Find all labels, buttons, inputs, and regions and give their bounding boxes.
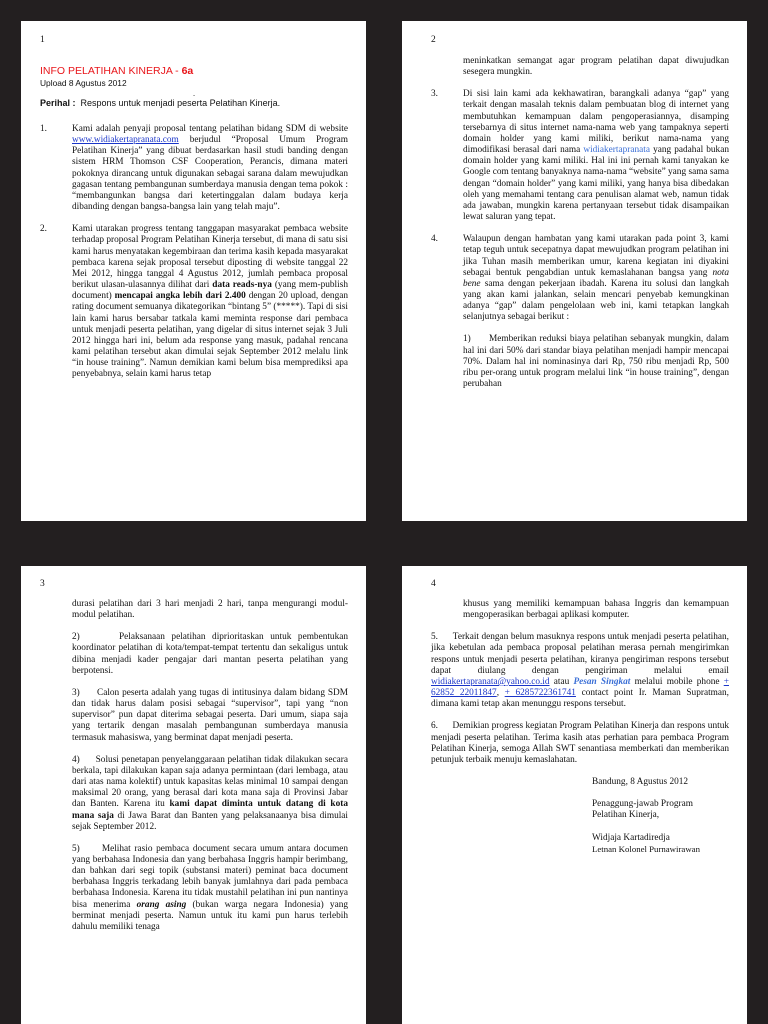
document-title: INFO PELATIHAN KINERJA - 6a	[40, 65, 194, 77]
document-page-4	[402, 566, 747, 1024]
phone-link-1[interactable]: + 62852 22011847	[431, 676, 729, 699]
page-number: 1	[40, 35, 45, 45]
sub-item-4: 4) Solusi penetapan penyelanggaraan pelatihan tidak dilakukan secara berkala, tapi dilakukan kapan saja adanya permintaan (dari lembaga, atau dari atas nama kolektif) untuk kapasitas kelas minimal 10 sampai dengan maksimal 20 orang, yang berasal dari kota mana saja di Provinsi Jabar dan Banten. Karena itu kami dapat diminta untuk datang di kota mana saja di Jawa Barat dan Banten yang pelaksanaanya bisa dimulai sejak September 2012.	[72, 754, 349, 832]
continuation-text: meninkatkan semangat agar program pelatihan dapat diwujudkan sesegera mungkin.	[463, 56, 729, 78]
list-item-1: 1. Kami adalah penyaji proposal tentang pelatihan bidang SDM di website www.widiakertapranata.com berjudul “Proposal Umum Program Pelatihan Kinerja” yang dibuat berdasarkan hasil studi banding dengan sistem HRM Thomson CSF Cooperation, Perancis, dimana materi pokoknya dirancang untuk digunakan sebagai sarana dalam mewujudkan gagasan tentang pembangunan sumberdaya manusia dengan tema pokok : “membangunkan bangsa dari ketertinggalan dalam budaya kerja dibanding dengan bangsa-bangsa lain yang telah maju”.	[40, 124, 348, 213]
document-page-1	[21, 21, 366, 521]
continuation-text: khusus yang memiliki kemampuan bahasa Inggris dan kemampuan mengoperasikan berbagai aplikasi komputer.	[463, 599, 729, 621]
document-page-2	[402, 21, 747, 521]
upload-date: Upload 8 Agustus 2012	[40, 78, 127, 88]
sub-item-2: 2) Pelaksanaan pelatihan diprioritaskan untuk pembentukan koordinator pelatihan di kota/tempat-tempat tertentu dan sekaligus untuk dibina menjadi kader pengajar dari mantan peserta pelatihan yang berpotensi.	[72, 632, 349, 676]
email-link[interactable]: widiakertapranata@yahoo.co.id	[431, 676, 550, 687]
continuation-text: durasi pelatihan dari 3 hari menjadi 2 hari, tanpa mengurangi modul-modul pelatihan.	[72, 599, 348, 621]
signer-role: Penaggung-jawab Program Pelatihan Kinerja,	[592, 799, 693, 821]
sub-item-1: 1) Memberikan reduksi biaya pelatihan sebanyak mungkin, dalam hal ini dari 50% dari standar biaya pelatihan menjadi hampir mencapai 70%. Dalam hal ini nominasinya dari Rp, 750 ribu menjadi Rp, 500 ribu per-orang untuk program melalui link “in house training”, dengan perubahan	[463, 334, 729, 390]
dot-mark: .	[192, 88, 196, 98]
list-item-5: 5. Terkait dengan belum masuknya respons untuk menjadi peserta pelatihan, jika kebetulan ada pembaca proposal pelatihan merasa pernah mengirimkan respons untuk menjadi peserta pelatihan, kiranya pengiriman respons tersebut dapat diulang dengan pengiriman melalui email widiakertapranata@yahoo.co.id atau Pesan Singkat melalui mobile phone + 62852 22011847, + 6285722361741 contact point Ir. Maman Supratman, dimana kami tetap akan menunggu respons tersebut.	[431, 632, 729, 710]
perihal-line: Perihal : Respons untuk menjadi peserta Pelatihan Kinerja.	[40, 98, 281, 108]
signer-rank: Letnan Kolonel Purnawirawan	[592, 843, 700, 854]
page-number: 4	[431, 579, 436, 589]
page-number: 3	[40, 579, 45, 589]
pesan-singkat-label: Pesan Singkat	[573, 676, 631, 687]
list-item-4: 4. Walaupun dengan hambatan yang kami utarakan pada point 3, kami tetap teguh untuk secepatnya dapat mewujudkan program pelatihan ini jika Tuhan masih memberikan umur, karena kegiatan ini diyakini sebagai bentuk pengabdian untuk kemaslahanan bangsa yang nota bene sama dengan pekerjaan ibadah. Karena itu solusi dan langkah yang akan kami jalankan, selain mencari penyebab kemungkinan adanya “gap” dalam pengelolaan web ini, kami tetapkan langkah selanjutnya sebagai berikut :	[431, 234, 729, 323]
sub-item-3: 3) Calon peserta adalah yang tugas di intitusinya dalam bidang SDM dan tidak harus dalam posisi sebagai “supervisor”, tapi yang “non supervisor” pun dapat diterima sebagai peserta. Dari umum, siapa saja yang tertarik dengan masalah pembangunan sumberdaya manusia termasuk mahasiswa, yang berminat dapat menjadi peserta.	[72, 687, 348, 743]
signature-block	[431, 777, 729, 855]
document-page-3	[21, 566, 366, 1024]
place-date: Bandung, 8 Agustus 2012	[592, 777, 689, 788]
list-item-3: 3. Di sisi lain kami ada kekhawatiran, barangkali adanya “gap” yang terkait dengan masalah teknis dalam pembuatan blog di internet yang membutuhkan kemampuan dalam pengoperasiannya, disamping tersebarnya di situs internet nama-nama web yang tampaknya seperti domain holder yang kami miliki, berikut nama-nama yang dimodifikasi berasal dari nama widiakertapranata yang padahal bukan domain holder yang kami miliki. Hal ini ini pernah kami tanyakan ke Google com tentang banyaknya nama-nama “website” yang sama sama dengan “domain holder” yang kami miliki, yang hanya bisa dibedakan oleh yang memahami tentang cara penulisan alamat web, namun tidak ada jawaban, mungkin karena pertanyaan tersebut tidak disampaikan lewat saluran yang tepat.	[431, 89, 729, 223]
website-link[interactable]: www.widiakertapranata.com	[72, 135, 179, 146]
list-item-2: 2. Kami utarakan progress tentang tanggapan masyarakat pembaca website terhadap proposal Program Pelatihan Kinerja tersebut, di mana di satu sisi kami harus menyatakan kegembiraan dan terima kasih kepada masyarakat pembaca karena sejak proposal tersebut diposting di website tanggal 22 Mei 2012, hingga tanggal 4 Agustus 2012, jumlah pembaca proposal berikut ulasan-ulasannya dilihat dari data reads-nya (yang mem-publish document) mencapai angka lebih dari 2.400 dengan 20 upload, dengan rating document semuanya dikategorikan “bintang 5” (*****). Tapi di sisi lain kami harus bersabar tatkala kami meminta response dari pembaca untuk menjadi peserta pelatihan, yang digelar di situs internet sejak 3 Juli 2012 hingga hari ini, belum ada response yang masuk, padahal rencana kami pelatihan tersebut akan dimulai sejak September 2012 melalu link “in house training”. Namun demikian kami belum bisa memprediksi apa penyebabnya, selain kami harus tetap	[40, 224, 348, 380]
signer-name: Widjaja Kartadiredja	[592, 832, 670, 843]
sub-item-5: 5) Melihat rasio pembaca document secara umum antara documen yang berbahasa Indonesia dan yang berbahasa Inggris hampir berimbang, dan bahkan dari segi topik (substansi materi) peminat baca document berbahasa Inggris terkadang lebih banyak jumlahnya dari pada pembaca berbahasa Indonesia. Karena itu tidak mustahil pelatihan ini pun nantinya bisa menerima orang asing (bukan warga negara Indonesia) yang berminat menjadi peserta. Namun untuk itu kami pun harus terlebih dahulu memiliki tenaga	[72, 843, 348, 932]
page-number: 2	[431, 35, 436, 45]
phone-link-2[interactable]: + 6285722361741	[504, 688, 576, 699]
list-item-6: 6. Demikian progress kegiatan Program Pelatihan Kinerja dan respons untuk menjadi peserta pelatihan. Terima kasih atas perhatian para pembaca Program Pelatihan Kinerja, semoga Allah SWT senantiasa memberkati dan memberikan petunjuk terbaik menuju kemaslahatan.	[431, 721, 729, 765]
